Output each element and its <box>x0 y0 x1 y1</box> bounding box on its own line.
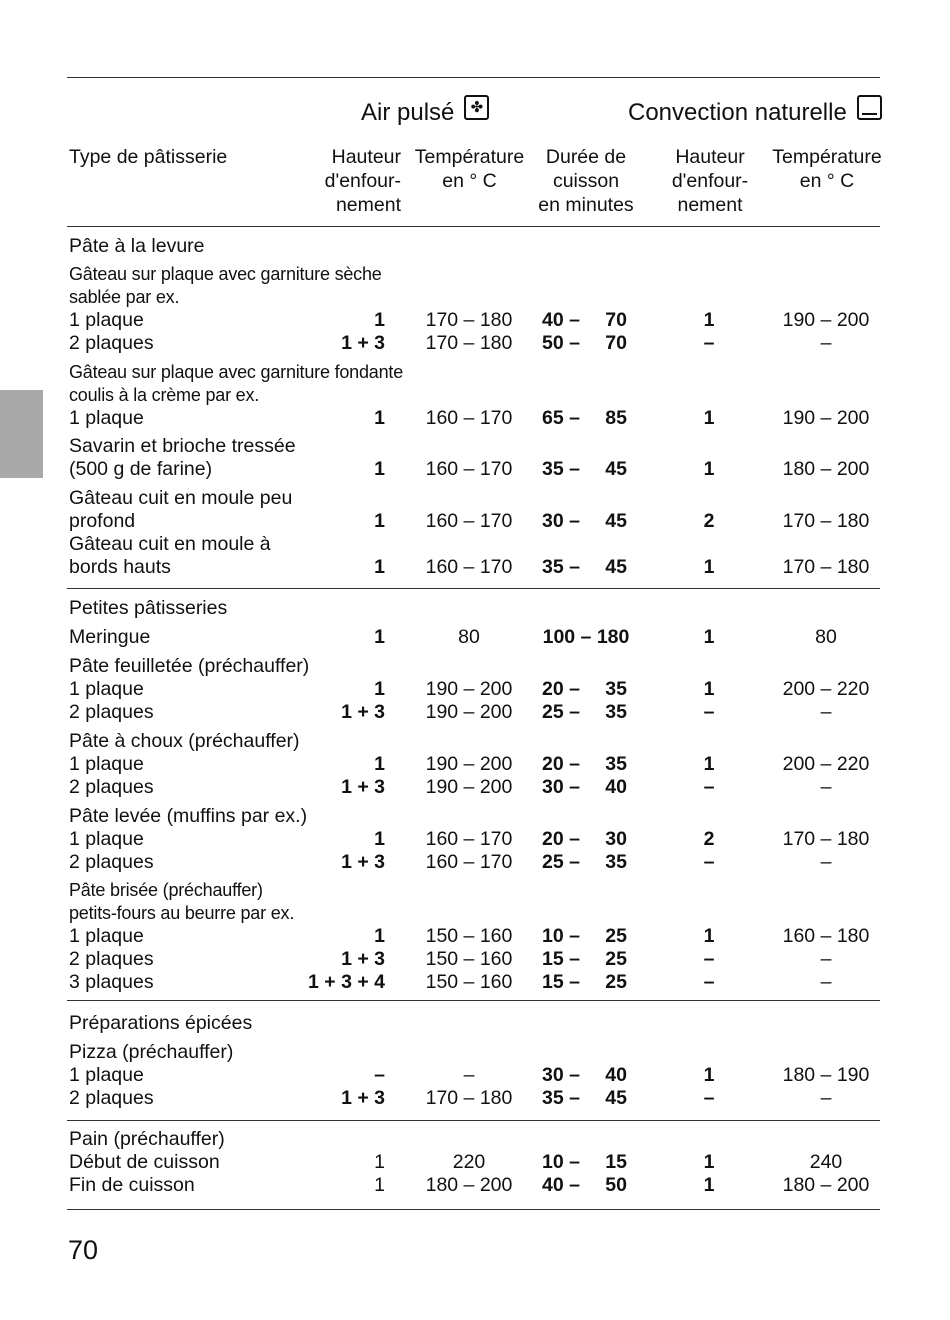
cell-temp-conv: – <box>820 948 832 970</box>
cell-duration-max: 30 <box>605 828 627 850</box>
section-title: Pâte à la levure <box>69 235 205 257</box>
header-temp-air: Température en ° C <box>414 146 525 192</box>
cell-temp-conv: 170 – 180 <box>782 510 870 532</box>
mode-air-label: Air pulsé <box>361 99 455 126</box>
cell-temp-air: 180 – 200 <box>425 1174 513 1196</box>
cell-height-air: 1 <box>374 556 385 578</box>
cell-duration-min: 10 – <box>542 925 580 947</box>
row-label: bords hauts <box>69 556 171 578</box>
header-height-conv: Hauteur d'enfour- nement <box>671 146 749 216</box>
cell-duration-min: 40 – <box>542 309 580 331</box>
cell-temp-air: 150 – 160 <box>425 948 513 970</box>
row-label: Gâteau cuit en moule peu <box>69 487 293 509</box>
header-height-air: Hauteur d'enfour- nement <box>324 146 401 216</box>
cell-height-conv: 1 <box>703 458 715 480</box>
row-label: 2 plaques <box>69 948 154 970</box>
cell-duration-max: 25 <box>605 971 627 993</box>
row-label: Meringue <box>69 626 151 648</box>
cell-duration-max: 35 <box>605 753 627 775</box>
cell-duration-max: 35 <box>605 678 627 700</box>
header-type: Type de pâtisserie <box>69 146 228 168</box>
cell-height-air: 1 + 3 <box>341 1087 385 1109</box>
cell-height-conv: 1 <box>703 925 715 947</box>
row-label: profond <box>69 510 136 532</box>
cell-duration-min: 30 – <box>542 776 580 798</box>
cell-duration-max: 70 <box>605 309 627 331</box>
row-label: Pâte feuilletée (préchauffer) <box>69 655 310 677</box>
cell-duration-max: 45 <box>605 510 627 532</box>
row-label: Fin de cuisson <box>69 1174 195 1196</box>
page-number: 70 <box>68 1235 99 1265</box>
cell-temp-air: 170 – 180 <box>425 1087 513 1109</box>
cell-duration-max: 50 <box>605 1174 627 1196</box>
cell-temp-air: 150 – 160 <box>425 971 513 993</box>
cell-height-conv: – <box>703 971 715 993</box>
cell-duration-max: 25 <box>605 948 627 970</box>
row-label: coulis à la crème par ex. <box>69 385 260 405</box>
section-title: Pain (préchauffer) <box>69 1128 225 1150</box>
section-rule <box>67 1000 880 1001</box>
cell-height-conv: – <box>703 948 715 970</box>
row-label: Pâte à choux (préchauffer) <box>69 730 300 752</box>
cell-temp-conv: – <box>820 851 832 873</box>
cell-height-conv: 2 <box>703 828 715 850</box>
cell-temp-air: 190 – 200 <box>425 678 513 700</box>
section-title: Petites pâtisseries <box>69 597 228 619</box>
cell-temp-conv: 200 – 220 <box>782 678 870 700</box>
top-rule <box>67 77 880 78</box>
cell-height-conv: – <box>703 776 715 798</box>
cell-height-conv: 1 <box>703 678 715 700</box>
cell-height-conv: 1 <box>703 1174 715 1196</box>
header-rule <box>67 226 880 227</box>
cell-height-conv: 1 <box>703 1064 715 1086</box>
cell-temp-air: 190 – 200 <box>425 701 513 723</box>
row-label: Pâte brisée (préchauffer) <box>69 880 263 900</box>
cell-height-air: 1 <box>374 1151 385 1173</box>
cell-duration-max: 40 <box>605 1064 627 1086</box>
row-label: Gâteau cuit en moule à <box>69 533 271 555</box>
cell-temp-conv: – <box>820 971 832 993</box>
cell-duration-min: 35 – <box>542 458 580 480</box>
cell-height-air: 1 <box>374 626 385 648</box>
section-rule <box>67 588 880 589</box>
cell-height-air: 1 + 3 <box>341 851 385 873</box>
cell-temp-conv: 160 – 180 <box>782 925 870 947</box>
cell-duration-min: 20 – <box>542 828 580 850</box>
row-label: Gâteau sur plaque avec garniture sèche <box>69 264 382 284</box>
row-label: 2 plaques <box>69 332 154 354</box>
cell-height-air: 1 + 3 <box>341 332 385 354</box>
cell-height-conv: – <box>703 1087 715 1109</box>
section-rule <box>67 1120 880 1121</box>
cell-duration-max: 85 <box>605 407 627 429</box>
cell-duration-min: 10 – <box>542 1151 580 1173</box>
cell-temp-air: 80 <box>458 626 480 648</box>
mode-conv-label: Convection naturelle <box>628 99 847 126</box>
section-tab-marker <box>0 390 43 478</box>
cell-height-conv: 1 <box>703 309 715 331</box>
cell-duration-min: 35 – <box>542 556 580 578</box>
conventional-heat-icon <box>857 95 882 120</box>
row-label: 1 plaque <box>69 309 144 331</box>
row-label: 1 plaque <box>69 1064 144 1086</box>
cell-height-air: 1 <box>374 458 385 480</box>
cell-height-air: 1 <box>374 510 385 532</box>
cell-temp-conv: 240 <box>809 1151 843 1173</box>
header-temp-conv: Température en ° C <box>772 146 882 192</box>
cell-height-conv: – <box>703 851 715 873</box>
cell-height-air: 1 <box>374 1174 385 1196</box>
fan-icon: ✤ <box>464 95 489 120</box>
cell-duration-max: 15 <box>605 1151 627 1173</box>
cell-temp-conv: 200 – 220 <box>782 753 870 775</box>
cell-temp-air: 170 – 180 <box>425 332 513 354</box>
cell-temp-air: 160 – 170 <box>425 407 513 429</box>
cell-height-conv: – <box>703 701 715 723</box>
cell-duration-max: 25 <box>605 925 627 947</box>
cell-duration-min: 50 – <box>542 332 580 354</box>
cell-height-air: – <box>374 1064 385 1086</box>
cell-temp-conv: – <box>820 332 832 354</box>
row-label: Pâte levée (muffins par ex.) <box>69 805 308 827</box>
cell-temp-conv: – <box>820 1087 832 1109</box>
cell-duration-max: 35 <box>605 701 627 723</box>
cell-duration-max: 40 <box>605 776 627 798</box>
row-label: 3 plaques <box>69 971 154 993</box>
cell-temp-conv: – <box>820 701 832 723</box>
cell-duration-max: 45 <box>605 1087 627 1109</box>
cell-temp-conv: 170 – 180 <box>782 828 870 850</box>
cell-height-conv: 1 <box>703 626 715 648</box>
cell-height-air: 1 <box>374 407 385 429</box>
cell-temp-air: 190 – 200 <box>425 753 513 775</box>
row-label: 2 plaques <box>69 701 154 723</box>
row-label: 1 plaque <box>69 678 144 700</box>
header-duration: Durée de cuisson en minutes <box>538 146 634 216</box>
cell-temp-conv: 180 – 190 <box>782 1064 870 1086</box>
cell-temp-conv: 190 – 200 <box>782 407 870 429</box>
cell-height-conv: 1 <box>703 1151 715 1173</box>
row-label: 1 plaque <box>69 925 144 947</box>
cell-duration-min: 15 – <box>542 971 580 993</box>
cell-height-conv: – <box>703 332 715 354</box>
row-label: 1 plaque <box>69 407 144 429</box>
cell-duration: 100 – 180 <box>542 626 630 648</box>
cell-height-air: 1 <box>374 753 385 775</box>
cell-height-air: 1 <box>374 925 385 947</box>
cell-duration-min: 25 – <box>542 701 580 723</box>
cell-temp-air: 220 <box>452 1151 486 1173</box>
cell-duration-min: 30 – <box>542 510 580 532</box>
cell-temp-air: 160 – 170 <box>425 828 513 850</box>
bottom-rule <box>67 1209 880 1210</box>
row-label: (500 g de farine) <box>69 458 213 480</box>
cell-duration-min: 40 – <box>542 1174 580 1196</box>
cell-duration-max: 45 <box>605 458 627 480</box>
cell-height-air: 1 + 3 <box>341 776 385 798</box>
cell-duration-max: 35 <box>605 851 627 873</box>
cell-duration-max: 45 <box>605 556 627 578</box>
cell-duration-min: 35 – <box>542 1087 580 1109</box>
cell-temp-air: 160 – 170 <box>425 556 513 578</box>
cell-height-air: 1 <box>374 828 385 850</box>
cell-temp-air: 150 – 160 <box>425 925 513 947</box>
cell-duration-min: 20 – <box>542 678 580 700</box>
cell-height-conv: 1 <box>703 753 715 775</box>
cell-duration-min: 25 – <box>542 851 580 873</box>
cell-duration-min: 30 – <box>542 1064 580 1086</box>
cell-temp-air: 170 – 180 <box>425 309 513 331</box>
cell-duration-min: 65 – <box>542 407 580 429</box>
cell-temp-conv: 180 – 200 <box>782 458 870 480</box>
row-label: 1 plaque <box>69 828 144 850</box>
cell-temp-conv: – <box>820 776 832 798</box>
row-label: Savarin et brioche tressée <box>69 435 296 457</box>
row-label: sablée par ex. <box>69 287 180 307</box>
row-label: 2 plaques <box>69 851 154 873</box>
row-label: Gâteau sur plaque avec garniture fondante <box>69 362 404 382</box>
cell-temp-air: 160 – 170 <box>425 458 513 480</box>
cell-temp-conv: 180 – 200 <box>782 1174 870 1196</box>
cell-height-air: 1 + 3 + 4 <box>308 971 385 993</box>
cell-height-air: 1 + 3 <box>341 948 385 970</box>
row-label: 2 plaques <box>69 776 154 798</box>
cell-height-conv: 1 <box>703 407 715 429</box>
row-label: 1 plaque <box>69 753 144 775</box>
cell-duration-min: 20 – <box>542 753 580 775</box>
cell-duration-max: 70 <box>605 332 627 354</box>
row-label: Début de cuisson <box>69 1151 220 1173</box>
section-title: Préparations épicées <box>69 1012 253 1034</box>
cell-temp-conv: 170 – 180 <box>782 556 870 578</box>
cell-temp-conv: 190 – 200 <box>782 309 870 331</box>
cell-temp-air: 160 – 170 <box>425 510 513 532</box>
cell-temp-air: 190 – 200 <box>425 776 513 798</box>
cell-height-air: 1 <box>374 678 385 700</box>
cell-height-air: 1 + 3 <box>341 701 385 723</box>
cell-temp-conv: 80 <box>815 626 837 648</box>
mode-conv-title <box>628 99 882 127</box>
cell-height-air: 1 <box>374 309 385 331</box>
cell-height-conv: 2 <box>703 510 715 532</box>
row-label: Pizza (préchauffer) <box>69 1041 234 1063</box>
cell-height-conv: 1 <box>703 556 715 578</box>
row-label: 2 plaques <box>69 1087 154 1109</box>
cell-temp-air: 160 – 170 <box>425 851 513 873</box>
row-label: petits-fours au beurre par ex. <box>69 903 295 923</box>
cell-temp-air: – <box>463 1064 475 1086</box>
cell-duration-min: 15 – <box>542 948 580 970</box>
mode-air-title <box>361 99 489 127</box>
